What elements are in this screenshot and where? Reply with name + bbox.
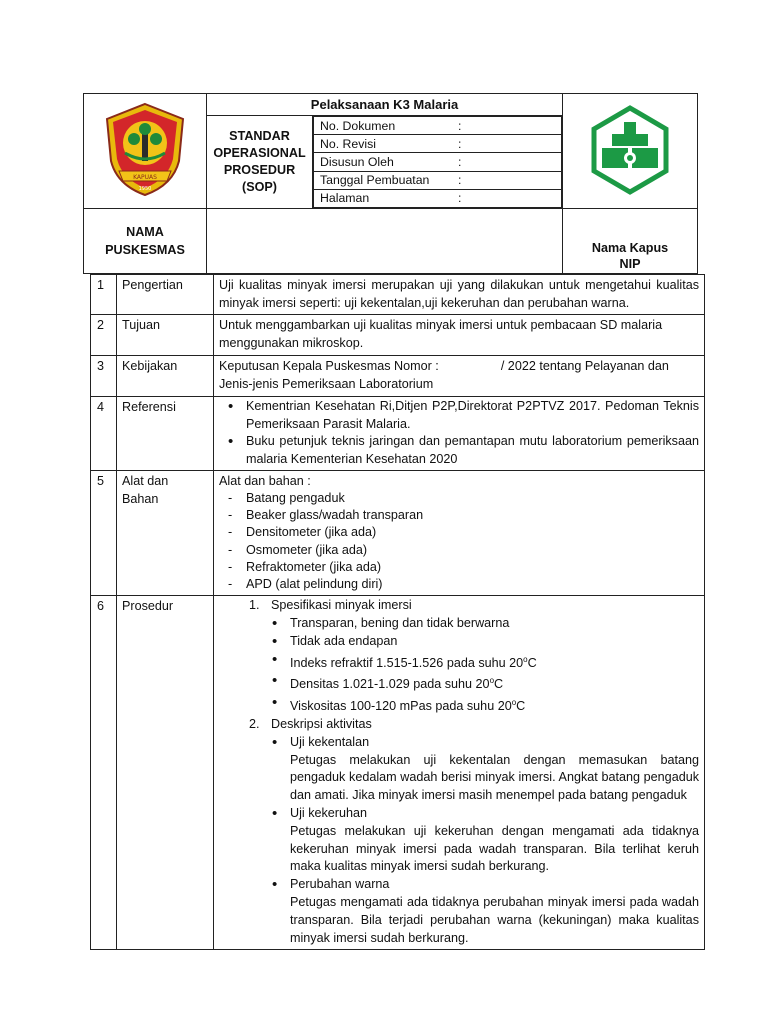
row-label: Pengertian <box>117 275 214 315</box>
regional-emblem-icon <box>101 101 189 199</box>
svg-text:KAPUAS: KAPUAS <box>133 173 157 181</box>
list-item: - Refraktometer (jika ada) <box>219 559 699 576</box>
list-item: - APD (alat pelindung diri) <box>219 576 699 593</box>
table-row: 2 Tujuan Untuk menggambarkan uji kualitas minyak imersi untuk pembacaan SD malaria menggunakan mikroskop. <box>91 315 705 356</box>
table-row: 3 Kebijakan Keputusan Kepala Puskesmas Nomor : / 2022 tentang Pelayanan dan Jenis-jenis Pemeriksaan Laboratorium <box>91 356 705 397</box>
nama-puskesmas: NAMA PUSKESMAS <box>84 209 207 274</box>
list-item: - Osmometer (jika ada) <box>219 542 699 559</box>
row-label: Referensi <box>117 397 214 471</box>
document-title: Pelaksanaan K3 Malaria <box>207 94 563 116</box>
row-label: Alat dan Bahan <box>117 471 214 596</box>
svg-text:1950: 1950 <box>138 185 152 192</box>
document-meta <box>313 116 563 209</box>
pengertian-text: Uji kualitas minyak imersi merupakan uji yang dilakukan untuk mengetahui kualitas minyak imersi seperti: uji kekentalan,uji kekeruhan dan perubahan warna. <box>214 275 705 315</box>
table-row: 5 Alat dan Bahan Alat dan bahan : - Batang pengaduk - Beaker glass/wadah transparan - Densitometer (jika ada) - Osmometer (jika ada) - Refraktometer (jika ada) - APD (alat pelindung diri) <box>91 471 705 596</box>
right-logo-cell <box>563 94 698 209</box>
list-item: • Kementrian Kesehatan Ri,Ditjen P2P,Direktorat P2PTVZ 2017. Pedoman Teknis Pemeriksaan Parasit Malaria. <box>219 398 699 433</box>
row-label: Tujuan <box>117 315 214 356</box>
table-row: 4 Referensi • Kementrian Kesehatan Ri,Ditjen P2P,Direktorat P2PTVZ 2017. Pedoman Teknis Pemeriksaan Parasit Malaria. • Buku petunjuk teknis jaringan dan pemantapan mutu laboratorium pemeriksaan malaria Kementerian Kesehatan 2020 <box>91 397 705 471</box>
table-row: 1 Pengertian Uji kualitas minyak imersi merupakan uji yang dilakukan untuk mengetahui kualitas minyak imersi seperti: uji kekentalan,uji kekeruhan dan perubahan warna. <box>91 275 705 315</box>
meta-row: Tanggal Pembuatan : <box>314 171 562 189</box>
list-item: - Batang pengaduk <box>219 490 699 507</box>
referensi-list <box>214 397 705 471</box>
left-logo-cell <box>84 94 207 209</box>
empty-cell <box>207 209 563 274</box>
puskesmas-logo-icon <box>584 104 676 196</box>
meta-row: Disusun Oleh : <box>314 153 562 171</box>
list-item: - Densitometer (jika ada) <box>219 524 699 541</box>
row-label: Kebijakan <box>117 356 214 397</box>
prosedur-content: 1. Spesifikasi minyak imersi • Transparan, bening dan tidak berwarna • Tidak ada endapan • Indeks refraktif 1.515-1.526 pada suhu 20$^o$C • Densitas 1.021-1.029 pada suhu 20$^o$C • Viskositas 100-120 mPas pada suhu 20$^o$C 2. Deskripsi aktivitas • Uji kekentalan Petugas melakukan uji kekentalan dengan memasukan batang pengaduk kedalam wadah berisi minyak imersi. Angkat batang pengaduk dan amati. Jika minyak imersi masih menempel pada batang pengaduk • Uji kekeruhan Petugas melakukan uji kekeruhan dengan mengamati ada tidaknya kekeruhan minyak imersi pada wadah transparan. Bila terlihat keruh maka kualitas minyak imersi sudah berkurang. • Perubahan warna Petugas mengamati ada tidaknya perubahan minyak imersi pada wadah transparan. Bila terjadi perubahan warna (kekuningan) maka kualitas minyak imersi sudah berkurang. <box>214 596 705 950</box>
alat-bahan-list: Alat dan bahan : - Batang pengaduk - Beaker glass/wadah transparan - Densitometer (jika ada) - Osmometer (jika ada) - Refraktometer (jika ada) - APD (alat pelindung diri) <box>214 471 705 596</box>
table-row: 6 Prosedur 1. Spesifikasi minyak imersi • Transparan, bening dan tidak berwarna • Tidak ada endapan • Indeks refraktif 1.515-1.526 pada suhu 20$^o$C • Densitas 1.021-1.029 pada suhu 20$^o$C • Viskositas 100-120 mPas pada suhu 20$^o$C 2. Deskripsi aktivitas • Uji kekentalan Petugas melakukan uji kekentalan dengan memasukan batang pengaduk kedalam wadah berisi minyak imersi. Angkat batang pengaduk dan amati. Jika minyak imersi masih menempel pada batang pengaduk • Uji kekeruhan Petugas melakukan uji kekeruhan dengan mengamati ada tidaknya kekeruhan minyak imersi pada wadah transparan. Bila terlihat keruh maka kualitas minyak imersi sudah berkurang. • Perubahan warna Petugas mengamati ada tidaknya perubahan minyak imersi pada wadah transparan. Bila terjadi perubahan warna (kekuningan) maka kualitas minyak imersi sudah berkurang. <box>91 596 705 950</box>
row-label: Prosedur <box>117 596 214 950</box>
meta-row: No. Revisi : <box>314 135 562 153</box>
meta-row: Halaman : <box>314 189 562 207</box>
kebijakan-text: Keputusan Kepala Puskesmas Nomor : / 2022 tentang Pelayanan dan Jenis-jenis Pemeriksaan Laboratorium <box>214 356 705 397</box>
sop-label: STANDAR OPERASIONAL PROSEDUR (SOP) <box>207 116 313 209</box>
meta-row: No. Dokumen : <box>314 117 562 135</box>
sop-body-table <box>90 274 705 950</box>
list-item: • Buku petunjuk teknis jaringan dan pemantapan mutu laboratorium pemeriksaan malaria Kementerian Kesehatan 2020 <box>219 433 699 468</box>
tujuan-text: Untuk menggambarkan uji kualitas minyak imersi untuk pembacaan SD malaria menggunakan mikroskop. <box>214 315 705 356</box>
kapus-signature: Nama Kapus NIP <box>563 209 698 274</box>
sop-header-table <box>83 93 698 274</box>
list-item: - Beaker glass/wadah transparan <box>219 507 699 524</box>
